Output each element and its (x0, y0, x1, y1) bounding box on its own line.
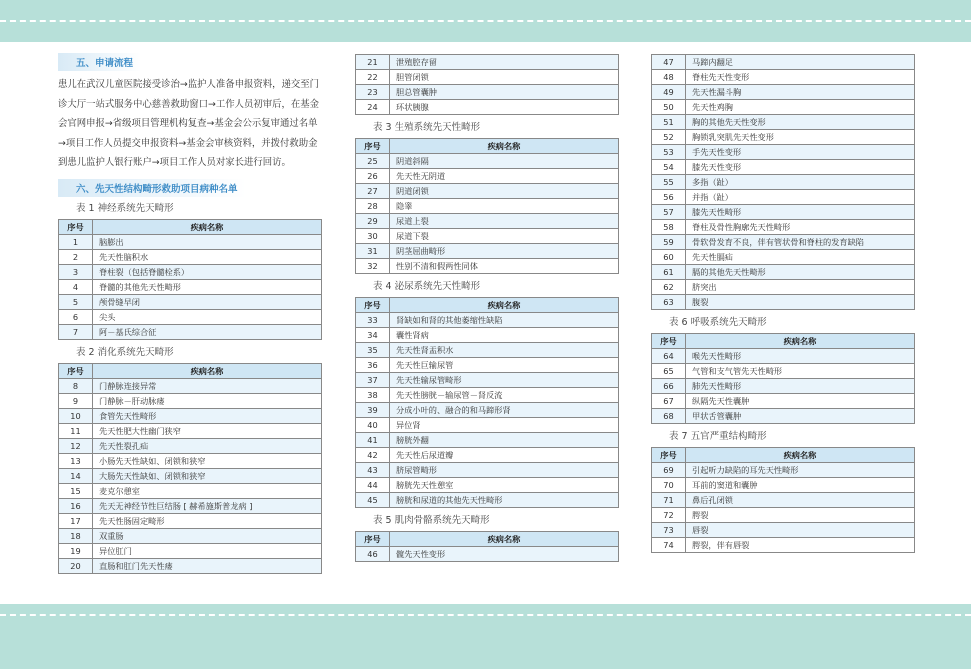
disease-name: 泄殖腔存留 (390, 55, 619, 70)
table-row (652, 85, 915, 100)
table-7-caption: 表 7 五官严重结构畸形 (669, 431, 767, 442)
table-row (59, 513, 322, 528)
row-number: 40 (356, 418, 390, 433)
table-row (356, 403, 619, 418)
row-number: 16 (59, 498, 93, 513)
row-number: 20 (59, 558, 93, 573)
table-row (356, 100, 619, 115)
section-5-text: 患儿在武汉儿童医院接受诊治→监护人准备申报资料，递交至门诊大厅一站式服务中心慈善救助窗口→工作人员初审后，在基金会官网申报→省级项目管理机构复查→基金会公示复审通过名单→项目工作人员提交申报资料→基金会审核资料，并拨付救助金到患儿监护人银行账户→项目工作人员对家长进行回访。 (58, 79, 319, 169)
row-number: 18 (59, 528, 93, 543)
table-2-caption: 表 2 消化系统先天畸形 (76, 346, 174, 358)
disease-name: 膈的其他先天性畸形 (686, 265, 915, 280)
table-row (356, 478, 619, 493)
disease-name: 膀胱先天性憩室 (390, 478, 619, 493)
row-number: 10 (59, 408, 93, 423)
row-number: 61 (652, 265, 686, 280)
disease-name: 鼻后孔闭锁 (686, 493, 915, 508)
column-1 (58, 42, 322, 574)
header-no: 序号 (59, 219, 93, 234)
row-number: 60 (652, 250, 686, 265)
table-6 (651, 333, 915, 424)
row-number: 15 (59, 483, 93, 498)
table-row (356, 493, 619, 508)
table-header-row (356, 139, 619, 154)
row-number: 44 (356, 478, 390, 493)
table-4 (355, 297, 619, 508)
table-header-row (356, 298, 619, 313)
table-5 (355, 531, 619, 562)
table-row (356, 229, 619, 244)
table-row (652, 70, 915, 85)
disease-name: 阴道斜隔 (390, 154, 619, 169)
table-row (59, 468, 322, 483)
table-row (59, 483, 322, 498)
table-4-caption: 表 4 泌尿系统先天性畸形 (373, 281, 481, 292)
row-number: 49 (652, 85, 686, 100)
row-number: 54 (652, 160, 686, 175)
table-row (652, 265, 915, 280)
disease-name: 尿道上裂 (390, 214, 619, 229)
disease-name: 先天性鸡胸 (686, 100, 915, 115)
table-7 (651, 447, 915, 553)
header-no: 序号 (652, 334, 686, 349)
disease-name: 脊柱先天性变形 (686, 70, 915, 85)
section-5-heading: 五、申请流程 (58, 53, 141, 71)
table-1 (58, 219, 322, 340)
table-row (652, 55, 915, 70)
table-row (59, 324, 322, 339)
row-number: 13 (59, 453, 93, 468)
disease-name: 先天性肠固定畸形 (93, 513, 322, 528)
header-no: 序号 (356, 298, 390, 313)
row-number: 62 (652, 280, 686, 295)
table-3-caption: 表 3 生殖系统先天性畸形 (373, 122, 481, 133)
row-number: 52 (652, 130, 686, 145)
disease-name: 耳前的窦道和囊肿 (686, 478, 915, 493)
row-number: 68 (652, 409, 686, 424)
disease-name: 麦克尔憩室 (93, 483, 322, 498)
table-row (652, 130, 915, 145)
row-number: 11 (59, 423, 93, 438)
table-row (59, 249, 322, 264)
table-row (356, 154, 619, 169)
table-row (652, 220, 915, 235)
disease-name: 先天性膀胱－输尿管－肾反流 (390, 388, 619, 403)
disease-name: 先天性裂孔疝 (93, 438, 322, 453)
row-number: 50 (652, 100, 686, 115)
disease-name: 先天性肾盂积水 (390, 343, 619, 358)
disease-name: 门静脉－肝动脉瘘 (93, 393, 322, 408)
table-5-continued (651, 54, 915, 310)
disease-name: 尿道下裂 (390, 229, 619, 244)
row-number: 22 (356, 70, 390, 85)
table-row (356, 55, 619, 70)
table-row (652, 478, 915, 493)
disease-name: 马蹄内翻足 (686, 55, 915, 70)
table-row (652, 409, 915, 424)
disease-name: 先天性膈疝 (686, 250, 915, 265)
disease-name: 食管先天性畸形 (93, 408, 322, 423)
table-row (356, 433, 619, 448)
disease-name: 脐突出 (686, 280, 915, 295)
header-name: 疾病名称 (686, 334, 915, 349)
row-number: 59 (652, 235, 686, 250)
page-sheet (0, 42, 971, 604)
disease-name: 脊髓的其他先天性畸形 (93, 279, 322, 294)
table-row (652, 523, 915, 538)
disease-name: 大肠先天性缺如、闭锁和狭窄 (93, 468, 322, 483)
table-row (356, 463, 619, 478)
table-5-caption: 表 5 肌肉骨骼系统先天畸形 (373, 515, 490, 526)
disease-name: 阿－基氏综合征 (93, 324, 322, 339)
table-row (652, 160, 915, 175)
table-3 (355, 138, 619, 274)
table-row (652, 379, 915, 394)
disease-name: 纵隔先天性囊肿 (686, 394, 915, 409)
row-number: 67 (652, 394, 686, 409)
table-row (59, 378, 322, 393)
row-number: 5 (59, 294, 93, 309)
disease-name: 腭裂 (686, 508, 915, 523)
row-number: 4 (59, 279, 93, 294)
header-name: 疾病名称 (93, 219, 322, 234)
disease-name: 腹裂 (686, 295, 915, 310)
table-2 (58, 363, 322, 574)
row-number: 57 (652, 205, 686, 220)
header-no: 序号 (59, 363, 93, 378)
table-row (356, 313, 619, 328)
table-row (652, 115, 915, 130)
header-name: 疾病名称 (390, 139, 619, 154)
column-2 (355, 54, 619, 562)
table-header-row (59, 363, 322, 378)
disease-name: 异位肾 (390, 418, 619, 433)
table-row (652, 280, 915, 295)
disease-name: 先天性脑积水 (93, 249, 322, 264)
disease-name: 直肠和肛门先天性瘘 (93, 558, 322, 573)
disease-name: 分成小叶的、融合的和马蹄形肾 (390, 403, 619, 418)
disease-name: 喉先天性畸形 (686, 349, 915, 364)
row-number: 72 (652, 508, 686, 523)
table-row (59, 498, 322, 513)
table-row (652, 394, 915, 409)
table-row (59, 294, 322, 309)
table-row (59, 558, 322, 573)
disease-name: 先天性后尿道瓣 (390, 448, 619, 463)
table-row (59, 264, 322, 279)
disease-name: 甲状舌管囊肿 (686, 409, 915, 424)
row-number: 63 (652, 295, 686, 310)
disease-name: 先天性巨输尿管 (390, 358, 619, 373)
disease-name: 先天性肥大性幽门狭窄 (93, 423, 322, 438)
header-no: 序号 (356, 532, 390, 547)
row-number: 3 (59, 264, 93, 279)
table-row (652, 349, 915, 364)
row-number: 70 (652, 478, 686, 493)
row-number: 8 (59, 378, 93, 393)
row-number: 46 (356, 547, 390, 562)
disease-name: 胆总管囊肿 (390, 85, 619, 100)
disease-name: 先天性输尿管畸形 (390, 373, 619, 388)
table-row (356, 328, 619, 343)
table-row (356, 70, 619, 85)
disease-name: 脐尿管畸形 (390, 463, 619, 478)
table-row (652, 235, 915, 250)
disease-name: 肾缺如和肾的其他萎缩性缺陷 (390, 313, 619, 328)
table-row (356, 244, 619, 259)
row-number: 29 (356, 214, 390, 229)
disease-name: 异位肛门 (93, 543, 322, 558)
table-row (356, 373, 619, 388)
row-number: 51 (652, 115, 686, 130)
table-row (59, 438, 322, 453)
row-number: 43 (356, 463, 390, 478)
table-row (652, 508, 915, 523)
row-number: 28 (356, 199, 390, 214)
row-number: 27 (356, 184, 390, 199)
table-header-row (652, 334, 915, 349)
row-number: 36 (356, 358, 390, 373)
table-row (652, 463, 915, 478)
disease-name: 膝先天性畸形 (686, 205, 915, 220)
disease-name: 髋先天性变形 (390, 547, 619, 562)
row-number: 42 (356, 448, 390, 463)
disease-name: 手先天性变形 (686, 145, 915, 160)
table-row (652, 205, 915, 220)
disease-name: 性别不清和假两性同体 (390, 259, 619, 274)
row-number: 2 (59, 249, 93, 264)
header-name: 疾病名称 (390, 532, 619, 547)
table-header-row (652, 448, 915, 463)
row-number: 21 (356, 55, 390, 70)
disease-name: 先天无神经节性巨结肠 [ 赫希施斯普龙病 ] (93, 498, 322, 513)
table-row (59, 543, 322, 558)
row-number: 55 (652, 175, 686, 190)
table-row (356, 169, 619, 184)
row-number: 1 (59, 234, 93, 249)
table-row (356, 448, 619, 463)
disease-name: 气管和支气管先天性畸形 (686, 364, 915, 379)
disease-name: 先天性无阴道 (390, 169, 619, 184)
row-number: 58 (652, 220, 686, 235)
table-row (59, 423, 322, 438)
header-no: 序号 (652, 448, 686, 463)
disease-name: 阴道闭锁 (390, 184, 619, 199)
row-number: 34 (356, 328, 390, 343)
row-number: 53 (652, 145, 686, 160)
disease-name: 肺先天性畸形 (686, 379, 915, 394)
row-number: 74 (652, 538, 686, 553)
disease-name: 腭裂，伴有唇裂 (686, 538, 915, 553)
row-number: 9 (59, 393, 93, 408)
table-2-continued (355, 54, 619, 115)
row-number: 39 (356, 403, 390, 418)
table-row (652, 250, 915, 265)
disease-name: 膝先天性变形 (686, 160, 915, 175)
disease-name: 膀胱和尿道的其他先天性畸形 (390, 493, 619, 508)
row-number: 7 (59, 324, 93, 339)
table-row (59, 453, 322, 468)
disease-name: 骨软骨发育不良，伴有管状骨和脊柱的发育缺陷 (686, 235, 915, 250)
row-number: 71 (652, 493, 686, 508)
disease-name: 双重肠 (93, 528, 322, 543)
table-row (652, 145, 915, 160)
disease-name: 胸锁乳突肌先天性变形 (686, 130, 915, 145)
table-row (652, 175, 915, 190)
header-name: 疾病名称 (390, 298, 619, 313)
table-row (59, 309, 322, 324)
table-row (652, 364, 915, 379)
disease-name: 颅骨缝早闭 (93, 294, 322, 309)
row-number: 37 (356, 373, 390, 388)
row-number: 6 (59, 309, 93, 324)
row-number: 64 (652, 349, 686, 364)
row-number: 45 (356, 493, 390, 508)
row-number: 30 (356, 229, 390, 244)
table-row (356, 358, 619, 373)
table-row (356, 547, 619, 562)
table-row (356, 214, 619, 229)
header-name: 疾病名称 (686, 448, 915, 463)
disease-name: 尖头 (93, 309, 322, 324)
row-number: 48 (652, 70, 686, 85)
disease-name: 阴茎屈曲畸形 (390, 244, 619, 259)
table-row (652, 100, 915, 115)
table-row (652, 538, 915, 553)
disease-name: 脑膨出 (93, 234, 322, 249)
disease-name: 囊性肾病 (390, 328, 619, 343)
row-number: 69 (652, 463, 686, 478)
row-number: 26 (356, 169, 390, 184)
row-number: 66 (652, 379, 686, 394)
table-row (356, 199, 619, 214)
table-row (652, 190, 915, 205)
table-6-caption: 表 6 呼吸系统先天畸形 (669, 317, 767, 328)
table-header-row (59, 219, 322, 234)
top-dashed-border (0, 20, 971, 22)
row-number: 14 (59, 468, 93, 483)
disease-name: 小肠先天性缺如、闭锁和狭窄 (93, 453, 322, 468)
row-number: 33 (356, 313, 390, 328)
disease-name: 脊柱及骨性胸廓先天性畸形 (686, 220, 915, 235)
table-header-row (356, 532, 619, 547)
row-number: 31 (356, 244, 390, 259)
header-no: 序号 (356, 139, 390, 154)
disease-name: 并指（趾） (686, 190, 915, 205)
row-number: 73 (652, 523, 686, 538)
disease-name: 环状胰腺 (390, 100, 619, 115)
disease-name: 唇裂 (686, 523, 915, 538)
bottom-dashed-border (0, 614, 971, 616)
table-1-caption: 表 1 神经系统先天畸形 (76, 202, 174, 214)
row-number: 23 (356, 85, 390, 100)
table-row (652, 295, 915, 310)
row-number: 19 (59, 543, 93, 558)
disease-name: 引起听力缺陷的耳先天性畸形 (686, 463, 915, 478)
row-number: 38 (356, 388, 390, 403)
column-3 (651, 54, 915, 553)
table-row (652, 493, 915, 508)
table-row (59, 528, 322, 543)
table-row (356, 418, 619, 433)
row-number: 41 (356, 433, 390, 448)
disease-name: 多指（趾） (686, 175, 915, 190)
row-number: 32 (356, 259, 390, 274)
row-number: 56 (652, 190, 686, 205)
section-6-heading: 六、先天性结构畸形救助项目病种名单 (58, 179, 246, 197)
table-row (59, 408, 322, 423)
table-row (59, 393, 322, 408)
row-number: 24 (356, 100, 390, 115)
disease-name: 胸的其他先天性变形 (686, 115, 915, 130)
table-row (356, 259, 619, 274)
row-number: 35 (356, 343, 390, 358)
disease-name: 先天性漏斗胸 (686, 85, 915, 100)
row-number: 17 (59, 513, 93, 528)
table-row (356, 85, 619, 100)
disease-name: 胆管闭锁 (390, 70, 619, 85)
disease-name: 脊柱裂（包括脊髓栓系） (93, 264, 322, 279)
disease-name: 隐睾 (390, 199, 619, 214)
row-number: 25 (356, 154, 390, 169)
table-row (59, 234, 322, 249)
table-row (356, 343, 619, 358)
disease-name: 门静脉连接异常 (93, 378, 322, 393)
table-row (59, 279, 322, 294)
row-number: 47 (652, 55, 686, 70)
table-row (356, 388, 619, 403)
row-number: 65 (652, 364, 686, 379)
disease-name: 膀胱外翻 (390, 433, 619, 448)
header-name: 疾病名称 (93, 363, 322, 378)
row-number: 12 (59, 438, 93, 453)
table-row (356, 184, 619, 199)
